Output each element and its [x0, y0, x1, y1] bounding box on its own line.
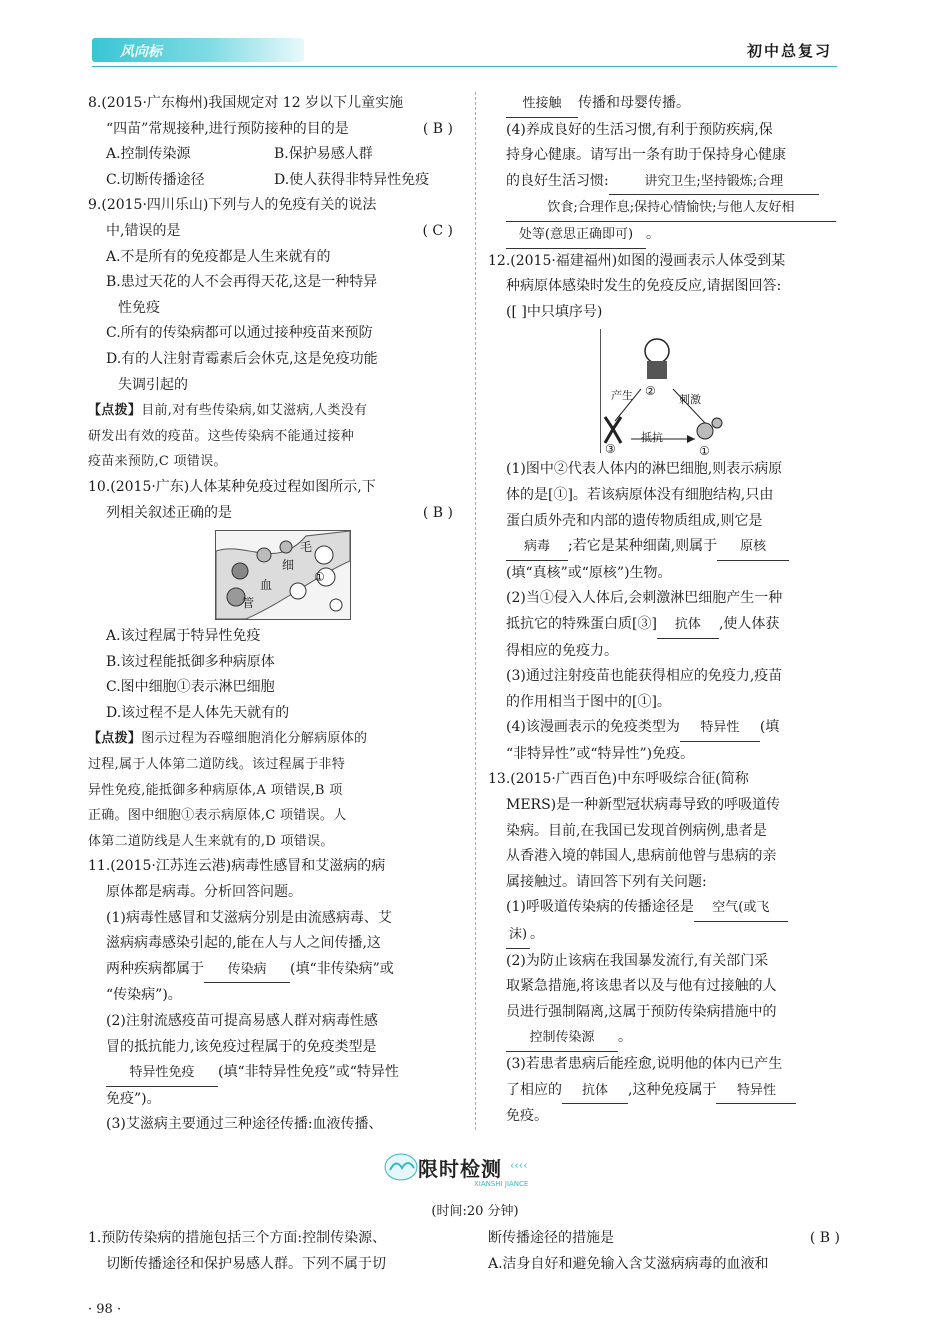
- section-arrows-icon: ‹‹‹‹: [510, 1159, 528, 1172]
- q11-p1-3-post: (填“非传染病”或: [290, 960, 394, 977]
- q13-p2-2: 取紧急措施,将该患者以及与他有过接触的人: [506, 978, 777, 995]
- q9-option-b-1: B.患过天花的人不会再得天花,这是一种特异: [106, 274, 378, 291]
- q9-option-d-2: 失调引起的: [118, 376, 188, 393]
- q13-p2-end: 。: [618, 1029, 632, 1046]
- q8-option-d: D.使人获得非特异性免疫: [274, 171, 430, 188]
- q13-stem-5: 属接触过。请回答下列有关问题:: [506, 873, 707, 890]
- fig-label-cell-1: ①: [314, 570, 325, 585]
- question-10: [88, 475, 453, 855]
- logo-text: 风向标: [120, 44, 162, 60]
- q11-p1-answer: 传染病: [204, 957, 290, 984]
- q13-p3-1: (3)若患者患病后能痊愈,说明他的体内已产生: [506, 1056, 783, 1072]
- book-logo: [92, 38, 304, 62]
- q13-stem-2: MERS)是一种新型冠状病毒导致的呼吸道传: [506, 797, 781, 814]
- q13-p1-1-pre: (1)呼吸道传染病的传播途径是: [506, 899, 694, 916]
- q9-answer: ( C ): [422, 222, 453, 239]
- q9-option-a: A.不是所有的免疫都是人生来就有的: [106, 248, 331, 265]
- q12-p2-3: 得相应的免疫力。: [506, 642, 618, 659]
- q12-p4-1-pre: (4)该漫画表示的免疫类型为: [506, 719, 680, 736]
- q11-p2-4: 免疫”)。: [106, 1090, 161, 1107]
- q10-tip-3: 异性免疫,能抵御多种病原体,A 项错误,B 项: [88, 782, 343, 798]
- q12-p1-4-mid: ;若它是某种细菌,则属于: [568, 538, 718, 555]
- q11-stem-1: 11.(2015·江苏连云港)病毒性感冒和艾滋病的病: [88, 858, 386, 875]
- q13-p1-answer-2: 沫): [506, 922, 530, 949]
- q8-answer: ( B ): [422, 120, 453, 137]
- section-title: 限时检测: [418, 1157, 502, 1181]
- section-banner: [384, 1150, 544, 1190]
- q11-p4-end: 。: [646, 225, 660, 242]
- q10-tip-label: 【点拨】: [88, 731, 142, 747]
- question-9: [88, 193, 453, 475]
- q10-option-c: C.图中细胞①表示淋巴细胞: [106, 679, 275, 696]
- q12-p2-2-post: ,使人体获: [718, 615, 780, 632]
- fig-label-produce: 产生: [611, 389, 633, 403]
- q12-p4-1-post: (填: [759, 719, 780, 736]
- q13-stem-4: 从香港入境的韩国人,患病前他曾与患病的亲: [506, 848, 777, 865]
- bq1-answer: ( B ): [809, 1230, 840, 1246]
- q9-option-d-1: D.有的人注射青霉素后会休克,这是免疫功能: [106, 350, 378, 367]
- q12-p1-5: (填“真核”或“原核”)生物。: [506, 564, 672, 581]
- header-divider: [92, 66, 837, 67]
- question-11: [88, 854, 453, 1138]
- q13-p2-answer: 控制传染源: [506, 1025, 618, 1052]
- q8-stem-1: 8.(2015·广东梅州)我国规定对 12 岁以下儿童实施: [88, 95, 404, 111]
- q11-p4-answer-1: 讲究卫生;坚持锻炼;合理: [609, 169, 819, 196]
- q10-answer: ( B ): [422, 504, 453, 521]
- q11-p2-answer: 特异性免疫: [106, 1060, 218, 1087]
- q11-p1-4: “传染病”)。: [106, 987, 182, 1004]
- q9-stem-1: 9.(2015·四川乐山)下列与人的免疫有关的说法: [88, 197, 377, 214]
- fig-label-resist: 抵抗: [641, 431, 663, 445]
- q10-tip-2: 过程,属于人体第二道防线。该过程属于非特: [88, 757, 346, 773]
- wave-logo-icon: [384, 1152, 418, 1182]
- q8-option-b: B.保护易感人群: [274, 146, 373, 163]
- q12-p1-3: 蛋白质外壳和内部的遗传物质组成,则它是: [506, 512, 763, 529]
- q12-p1-1: (1)图中②代表人体内的淋巴细胞,则表示病原: [506, 461, 783, 478]
- q13-stem-3: 染病。目前,在我国已发现首例病例,患者是: [506, 822, 767, 839]
- q13-p1-end: 。: [530, 926, 544, 943]
- q12-p1-answer-1: 病毒: [506, 534, 568, 561]
- q12-p4-answer: 特异性: [680, 715, 760, 742]
- immune-comic-figure: [600, 329, 727, 459]
- q9-option-c: C.所有的传染病都可以通过接种疫苗来预防: [106, 325, 373, 342]
- q9-tip-3: 疫苗来预防,C 项错误。: [88, 454, 227, 470]
- q13-p1-answer-1: 空气(或飞: [694, 895, 788, 922]
- section-subtitle: XIANSHI JIANCE: [474, 1180, 529, 1188]
- q10-tip-1: 图示过程为吞噬细胞消化分解病原体的: [141, 731, 368, 747]
- q9-option-b-2: 性免疫: [118, 299, 160, 316]
- q10-option-a: A.该过程属于特异性免疫: [106, 628, 261, 645]
- q11-stem-2: 原体都是病毒。分析回答问题。: [106, 884, 302, 901]
- fig-label-mao: 毛: [300, 540, 313, 555]
- q10-option-d: D.该过程不是人体先天就有的: [106, 704, 290, 721]
- q12-p3-2: 的作用相当于图中的[①]。: [506, 693, 671, 710]
- q12-p1-answer-2: 原核: [717, 534, 789, 561]
- q11-p1-1: (1)病毒性感冒和艾滋病分别是由流感病毒、艾: [106, 909, 392, 926]
- q11-p3-answer: 性接触: [506, 91, 578, 118]
- question-13: [488, 767, 840, 1129]
- q13-p3-3: 免疫。: [506, 1108, 548, 1125]
- q13-p2-3: 员进行强制隔离,这属于预防传染病措施中的: [506, 1003, 777, 1020]
- column-divider: [475, 92, 476, 1130]
- q11-p4-2: 持身心健康。请写出一条有助于保持身心健康: [506, 147, 786, 164]
- q10-stem-1: 10.(2015·广东)人体某种免疫过程如图所示,下: [88, 478, 376, 495]
- q11-p4-answer-2: 饮食;合理作息;保持心情愉快;与他人友好相: [506, 195, 836, 222]
- q13-p3-2-mid: ,这种免疫属于: [628, 1081, 717, 1098]
- question-8: [88, 91, 453, 193]
- q11-p2-3-post: (填“非特异性免疫”或“特异性: [218, 1064, 399, 1081]
- q9-tip-1: 目前,对有些传染病,如艾滋病,人类没有: [141, 403, 368, 419]
- book-title: 初中总复习: [746, 42, 832, 60]
- bottom-question-1: [88, 1226, 453, 1277]
- q12-stem-2: 种病原体感染时发生的免疫反应,请据图回答:: [506, 278, 782, 295]
- bottom-question-1-continued: [488, 1226, 840, 1277]
- page-number: · 98 ·: [88, 1302, 122, 1317]
- time-limit: (时间:20 分钟): [431, 1204, 519, 1219]
- q9-stem-2: 中,错误的是: [106, 222, 181, 239]
- q13-p3-answer-1: 抗体: [562, 1078, 628, 1105]
- q12-p4-2: “非特异性”或“特异性”)免疫。: [506, 745, 695, 762]
- bq1-line-1: 1.预防传染病的措施包括三个方面:控制传染源、: [88, 1230, 387, 1246]
- q12-p1-2: 体的是[①]。若该病原体没有细胞结构,只由: [506, 486, 774, 503]
- q12-stem-3: ([ ]中只填序号): [506, 303, 603, 320]
- q12-p2-1: (2)当①侵入人体后,会刺激淋巴细胞产生一种: [506, 590, 783, 607]
- q13-stem-1: 13.(2015·广西百色)中东呼吸综合征(简称: [488, 771, 749, 788]
- q13-p3-answer-2: 特异性: [716, 1078, 796, 1105]
- q11-p4-answer-3: 处等(意思正确即可): [506, 222, 646, 249]
- q12-stem-1: 12.(2015·福建福州)如图的漫画表示人体受到某: [488, 252, 786, 269]
- right-column: [488, 91, 840, 1130]
- q12-p2-2-pre: 抵抗它的特殊蛋白质[③]: [506, 615, 657, 632]
- fig-label-guan: 管: [242, 596, 255, 611]
- q11-p2-1: (2)注射流感疫苗可提高易感人群对病毒性感: [106, 1013, 378, 1029]
- q10-stem-2: 列相关叙述正确的是: [106, 504, 232, 521]
- q10-tip-4: 正确。图中细胞①表示病原体,C 项错误。人: [88, 808, 347, 824]
- q11-p1-2: 滋病病毒感染引起的,能在人与人之间传播,这: [106, 935, 381, 952]
- q8-option-c: C.切断传播途径: [106, 171, 205, 188]
- left-column: [88, 91, 453, 1138]
- question-12: [488, 249, 840, 768]
- q11-p3-1: (3)艾滋病主要通过三种途径传播:血液传播、: [106, 1116, 383, 1133]
- q11-p2-2: 冒的抵抗能力,该免疫过程属于的免疫类型是: [106, 1038, 377, 1055]
- bq1-line-3: 断传播途径的措施是: [488, 1230, 614, 1246]
- q11-p3-2-post: 传播和母婴传播。: [578, 95, 690, 111]
- bq1-line-2: 切断传播途径和保护易感人群。下列不属于切: [106, 1255, 386, 1272]
- fig-label-lymphocyte: ②: [645, 384, 656, 399]
- q9-tip-2: 研发出有效的疫苗。这些传染病不能通过接种: [88, 428, 355, 444]
- fig-label-xue: 血: [260, 578, 273, 593]
- fig-label-xi: 细: [282, 558, 295, 573]
- question-11-continued: [488, 91, 840, 249]
- q8-stem-2: “四苗”常规接种,进行预防接种的目的是: [106, 120, 349, 137]
- q11-p4-1: (4)养成良好的生活习惯,有利于预防疾病,保: [506, 121, 773, 138]
- q13-p3-2-pre: 了相应的: [506, 1081, 562, 1098]
- q12-p3-1: (3)通过注射疫苗也能获得相应的免疫力,疫苗: [506, 668, 783, 685]
- fig-label-antibody: ③: [605, 442, 616, 457]
- q11-p1-3-pre: 两种疾病都属于: [106, 960, 204, 977]
- q10-tip-5: 体第二道防线是人生来就有的,D 项错误。: [88, 833, 334, 849]
- q13-p2-1: (2)为防止该病在我国暴发流行,有关部门采: [506, 952, 769, 969]
- q12-p2-answer: 抗体: [657, 612, 719, 639]
- fig-label-pathogen: ①: [699, 444, 710, 459]
- q8-option-a: A.控制传染源: [106, 146, 191, 163]
- immune-process-figure: [215, 530, 351, 620]
- fig-label-stimulate: 刺激: [679, 393, 701, 407]
- q9-tip-label: 【点拨】: [88, 403, 142, 419]
- q11-p4-3-pre: 的良好生活习惯:: [506, 172, 609, 189]
- bq1-option-a: A.洁身自好和避免输入含艾滋病病毒的血液和: [488, 1255, 769, 1272]
- q10-option-b: B.该过程能抵御多种病原体: [106, 653, 275, 670]
